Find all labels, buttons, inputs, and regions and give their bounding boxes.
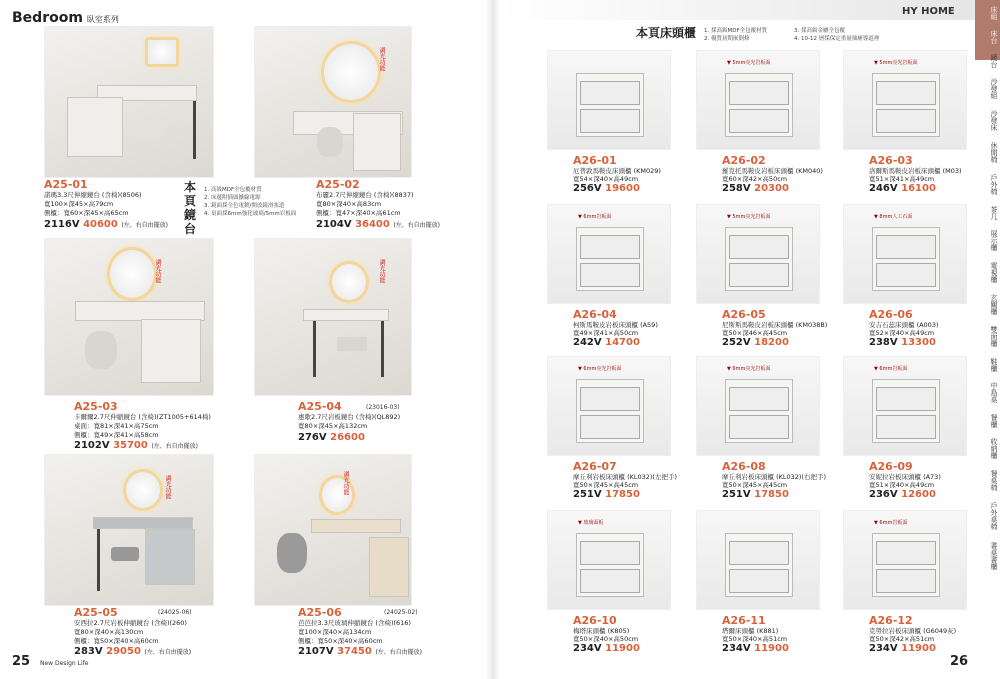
drawer-bottom xyxy=(876,569,936,593)
a25-02-name: 布麗2.7尺伸縮鏡台 (含椅)(8837) xyxy=(316,191,414,199)
a25-02-code: A25-02 xyxy=(316,178,360,191)
a26-01-code: A26-01 xyxy=(573,154,617,167)
top-material-label: ▼ 5mm亮光岩板面 xyxy=(727,214,771,220)
a25-06-name: 芭芭拉3.3尺玻璃伸縮鏡台 (含椅)(616) xyxy=(298,619,411,627)
a25-01-code: A25-01 xyxy=(44,178,88,191)
drawer-bottom xyxy=(729,415,789,439)
a25-04-name: 惠歌2.7尺岩板鏡台 (含椅)(QL892) xyxy=(298,413,401,421)
a26-04-name: 柯斯馬鞍皮岩板床頭櫃 (A59) xyxy=(573,321,658,329)
a25-03-name: 卡爾爾2.7尺伸縮鏡台 (含椅)(ZT1005+614椅) xyxy=(74,413,211,421)
a26-06-code: A26-06 xyxy=(869,308,913,321)
photo-a26-10 xyxy=(547,510,671,610)
brand-label: HY HOME xyxy=(902,6,955,17)
photo-a26-01 xyxy=(547,50,671,150)
a25-01-dim1: 寬100×深45×高79cm xyxy=(44,200,114,208)
a26-06-price: 238V 13300 xyxy=(869,337,936,348)
photo-a26-02 xyxy=(696,50,820,150)
drawer-top xyxy=(580,387,640,411)
sidebar-item-16[interactable]: 餐桌椅 xyxy=(990,470,998,491)
a25-01-name: 諾瑪3.3尺伸縮鏡台 (含椅)(8506) xyxy=(44,191,142,199)
top-material-label: ▼ 6mm亮光岩板面 xyxy=(578,366,622,372)
a25-01-price: 2116V 40600 (左、右自由擺放) xyxy=(44,219,169,230)
a25-04-price: 276V 26600 xyxy=(298,432,365,443)
photo-a26-04 xyxy=(547,204,671,304)
left-center-notes: 1. 高級MDF全包覆材質 2. 床邊附插頭擴線電源 3. 鏡面採全色電鍍/開放鏡滑塞道 4. 桌面採6mm強化玻璃/5mm岩板面 xyxy=(204,187,297,217)
a25-01-dim2: 側櫃：寬60×深45×高65cm xyxy=(44,209,129,217)
photo-a25-02 xyxy=(254,26,412,178)
a26-03-dims: 寬51×深41×高49cm xyxy=(869,175,935,183)
sidebar-item-4[interactable]: 沙發床 xyxy=(990,110,998,131)
left-page-number: 25 xyxy=(12,654,31,669)
a26-11-dims: 寬50×深40×高51cm xyxy=(722,635,788,643)
a26-03-code: A26-03 xyxy=(869,154,913,167)
a26-09-name: 安妮拉岩板床頭櫃 (A73) xyxy=(869,473,941,481)
sidebar-item-7[interactable]: 茶几 xyxy=(990,206,998,220)
a25-03-price: 2102V 35700 (左、右自由擺放) xyxy=(74,440,199,451)
sidebar-item-17[interactable]: 戶外桌椅 xyxy=(990,502,998,530)
a26-07-dims: 寬50×深45×高45cm xyxy=(573,481,639,489)
a25-04-dim1: 寬80×深45×高132cm xyxy=(298,422,368,430)
sidebar-item-15[interactable]: 收納櫃 xyxy=(990,438,998,459)
right-page-number: 26 xyxy=(950,654,969,669)
a26-04-price: 242V 14700 xyxy=(573,337,640,348)
a25-05-name: 安西拉2.7尺岩板伸縮鏡台 (含椅)(260) xyxy=(74,619,187,627)
photo-a26-11 xyxy=(696,510,820,610)
a26-07-price: 251V 17850 xyxy=(573,489,640,500)
a26-05-code: A26-05 xyxy=(722,308,766,321)
drawer-top xyxy=(580,541,640,565)
a25-05-code: A25-05 xyxy=(74,606,118,619)
photo-a26-05 xyxy=(696,204,820,304)
tag-a25-04: 調光功能 xyxy=(378,259,385,283)
a26-09-code: A26-09 xyxy=(869,460,913,473)
photo-a25-05 xyxy=(44,454,214,606)
section-header: Bedroom 臥室系列 xyxy=(12,10,119,26)
sidebar-item-11[interactable]: 雙面櫃 xyxy=(990,326,998,347)
a26-10-name: 梅塔床頭櫃 (K805) xyxy=(573,627,630,635)
a26-12-name: 克勞拉岩板床頭櫃 (G6049灰) xyxy=(869,627,957,635)
drawer-top xyxy=(876,81,936,105)
sidebar-item-10[interactable]: 玄關櫃 xyxy=(990,294,998,315)
a26-11-name: 塔爾床頭櫃 (K881) xyxy=(722,627,779,635)
top-material-label: ▼ 6mm岩板面 xyxy=(578,214,612,220)
a26-12-price: 234V 11900 xyxy=(869,643,936,654)
sidebar-item-8[interactable]: 展示櫃 xyxy=(990,230,998,251)
a25-06-code: A25-06 xyxy=(298,606,342,619)
a25-06-sub: (24025-02) xyxy=(384,609,418,616)
drawer-bottom xyxy=(876,109,936,133)
top-material-label: ▼ 玻璃面板 xyxy=(578,520,604,526)
a25-05-dim1: 寬80×深40×高130cm xyxy=(74,628,144,636)
a26-06-dims: 寬52×深40×高49cm xyxy=(869,329,935,337)
sidebar-item-1[interactable]: 床台 xyxy=(990,30,998,44)
tag-a25-06: 調光功能 xyxy=(342,471,349,495)
a26-05-name: 尼斯斯馬鞍皮岩板床頭櫃 (KM038B) xyxy=(722,321,828,329)
a26-12-dims: 寬50×深42×高51cm xyxy=(869,635,935,643)
a26-10-dims: 寬50×深40×高50cm xyxy=(573,635,639,643)
photo-a25-06 xyxy=(254,454,412,606)
a25-03-code: A25-03 xyxy=(74,400,118,413)
right-notes-col2: 3. 採高級金屬全包覆 4. 10-12 層採保定重量抽屜導道裡 xyxy=(794,28,880,42)
a26-05-price: 252V 18200 xyxy=(722,337,789,348)
a26-02-code: A26-02 xyxy=(722,154,766,167)
sidebar-item-12[interactable]: 鞋櫃 xyxy=(990,358,998,372)
photo-a26-08 xyxy=(696,356,820,456)
a25-04-sub: (23016-03) xyxy=(366,404,400,411)
drawer-bottom xyxy=(580,263,640,287)
a25-02-price: 2104V 36400 (左、右自由擺放) xyxy=(316,219,441,230)
a25-05-sub: (24025-06) xyxy=(158,609,192,616)
a25-06-dim1: 寬100×深40×高134cm xyxy=(298,628,372,636)
a26-02-name: 羅克托馬鞍皮岩板床頭櫃 (KM040) xyxy=(722,167,823,175)
right-notes-col1: 1. 採高級MDF全包覆材質 2. 優質初期嵌倒條 xyxy=(704,28,768,42)
category-sidebar xyxy=(975,0,1000,679)
sidebar-item-9[interactable]: 電視櫃 xyxy=(990,262,998,283)
a26-09-dims: 寬51×深40×高49cm xyxy=(869,481,935,489)
photo-a25-03 xyxy=(44,238,214,396)
sidebar-item-5[interactable]: 休閒椅 xyxy=(990,142,998,163)
drawer-top xyxy=(876,387,936,411)
drawer-bottom xyxy=(580,415,640,439)
top-material-label: ▼ 5mm亮光岩板面 xyxy=(874,60,918,66)
a26-07-name: 摩丘利岩板床頭櫃 (KL032)(左把手) xyxy=(573,473,677,481)
drawer-bottom xyxy=(729,109,789,133)
drawer-top xyxy=(729,387,789,411)
top-material-label: ▼ 6mm岩板面 xyxy=(874,520,908,526)
photo-a25-04 xyxy=(254,238,412,396)
left-footer-tagline: New Design Life xyxy=(40,660,89,667)
a25-06-dim2: 側櫃：寬50×深40×高60cm xyxy=(298,637,383,645)
tag-a25-05: 調光功能 xyxy=(164,475,171,499)
drawer-top xyxy=(580,235,640,259)
sidebar-item-0[interactable]: 床組 xyxy=(990,6,998,20)
sidebar-item-2[interactable]: 鏡台 xyxy=(990,54,998,68)
photo-a26-03 xyxy=(843,50,967,150)
photo-a26-07 xyxy=(547,356,671,456)
a26-01-price: 256V 19600 xyxy=(573,183,640,194)
a26-02-dims: 寬60×深42×高50cm xyxy=(722,175,788,183)
a26-11-price: 234V 11900 xyxy=(722,643,789,654)
drawer-bottom xyxy=(729,263,789,287)
a25-02-dim1: 寬80×深40×高83cm xyxy=(316,200,382,208)
top-material-label: ▼ 8mm人工石面 xyxy=(874,214,913,220)
drawer-top xyxy=(729,235,789,259)
a26-01-dims: 寬54×深40×高49cm xyxy=(573,175,639,183)
a26-04-code: A26-04 xyxy=(573,308,617,321)
a26-12-code: A26-12 xyxy=(869,614,913,627)
left-center-title: 本頁鏡台 xyxy=(184,180,197,236)
drawer-top xyxy=(580,81,640,105)
drawer-top xyxy=(876,235,936,259)
photo-a26-09 xyxy=(843,356,967,456)
a26-08-price: 251V 17850 xyxy=(722,489,789,500)
drawer-bottom xyxy=(729,569,789,593)
top-material-label: ▼ 5mm亮光岩板面 xyxy=(727,60,771,66)
a26-08-code: A26-08 xyxy=(722,460,766,473)
a25-05-dim2: 側櫃：寬50×深40×高60cm xyxy=(74,637,159,645)
a26-10-price: 234V 11900 xyxy=(573,643,640,654)
a26-07-code: A26-07 xyxy=(573,460,617,473)
a25-05-price: 283V 29050 (左、右自由擺放) xyxy=(74,646,192,657)
drawer-bottom xyxy=(876,263,936,287)
drawer-top xyxy=(729,81,789,105)
a25-03-dim2: 側櫃：寬49×深41×高58cm xyxy=(74,431,159,439)
photo-a25-01 xyxy=(44,26,214,178)
drawer-top xyxy=(729,541,789,565)
a26-08-name: 摩丘利岩板床頭櫃 (KL032)(右把手) xyxy=(722,473,826,481)
photo-a26-06 xyxy=(843,204,967,304)
a26-04-dims: 寬49×深41×高50cm xyxy=(573,329,639,337)
a26-11-code: A26-11 xyxy=(722,614,766,627)
a26-09-price: 236V 12600 xyxy=(869,489,936,500)
sidebar-item-13[interactable]: 中島桌 xyxy=(990,382,998,403)
photo-a26-12 xyxy=(843,510,967,610)
tag-a25-03: 調光功能 xyxy=(154,259,161,283)
a26-06-name: 安吉石蕊床頭櫃 (A003) xyxy=(869,321,939,329)
a25-03-dim1: 桌面：寬81×深41×高75cm xyxy=(74,422,159,430)
a25-06-price: 2107V 37450 (左、右自由擺放) xyxy=(298,646,423,657)
drawer-bottom xyxy=(580,569,640,593)
a26-02-price: 258V 20300 xyxy=(722,183,789,194)
page-gutter xyxy=(486,0,500,679)
a25-02-dim2: 側櫃：寬47×深40×高61cm xyxy=(316,209,401,217)
drawer-top xyxy=(876,541,936,565)
a26-01-name: 厄普敦馬鞍皮床頭櫃 (KM029) xyxy=(573,167,661,175)
sidebar-item-14[interactable]: 餐櫃 xyxy=(990,414,998,428)
drawer-bottom xyxy=(876,415,936,439)
sidebar-item-18[interactable]: 書桌書櫃 xyxy=(990,542,998,570)
drawer-bottom xyxy=(580,109,640,133)
a26-03-name: 洛爾斯馬鞍皮岩板床頭櫃 (M03) xyxy=(869,167,962,175)
a26-05-dims: 寬50×深46×高45cm xyxy=(722,329,788,337)
sidebar-item-3[interactable]: 沙發組 xyxy=(990,78,998,99)
sidebar-item-6[interactable]: 戶外椅 xyxy=(990,174,998,195)
a25-04-code: A25-04 xyxy=(298,400,342,413)
tag-a25-02: 調光功能 xyxy=(378,47,385,71)
top-material-label: ▼ 6mm岩板面 xyxy=(874,366,908,372)
a26-03-price: 246V 16100 xyxy=(869,183,936,194)
right-center-title: 本頁床頭櫃 xyxy=(636,26,697,40)
a26-08-dims: 寬50×深45×高45cm xyxy=(722,481,788,489)
a26-10-code: A26-10 xyxy=(573,614,617,627)
top-material-label: ▼ 6mm亮光岩板面 xyxy=(727,366,771,372)
